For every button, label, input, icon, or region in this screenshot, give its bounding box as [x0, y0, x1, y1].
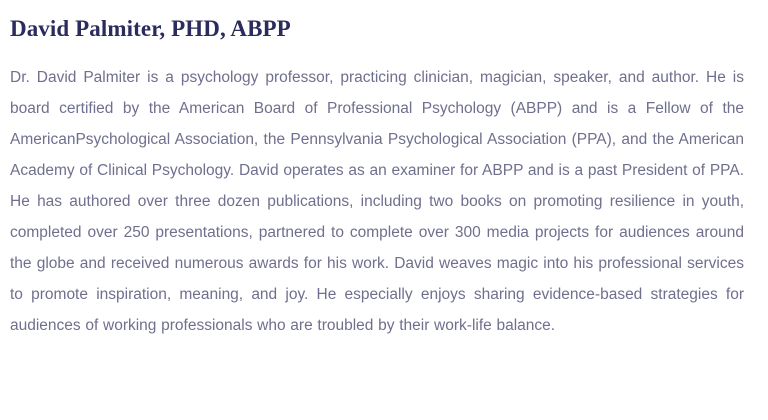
page-title: David Palmiter, PHD, ABPP: [10, 16, 291, 41]
biography-paragraph: Dr. David Palmiter is a psychology professor, practicing clinician, magician, speaker, and author. He is board certified by the American Board of Professional Psychology (ABPP) and is a Fellow of the AmericanPsychological Association, the Pennsylvania Psychological Association (PPA), and the American Academy of Clinical Psychology. David operates as an examiner for ABPP and is a past President of PPA. He has authored over three dozen publications, including two books on promoting resilience in youth, completed over 250 presentations, partnered to complete over 300 media projects for audiences around the globe and received numerous awards for his work. David weaves magic into his professional services to promote inspiration, meaning, and joy. He especially enjoys sharing evidence-based strategies for audiences of working professionals who are troubled by their work-life balance.: [10, 69, 744, 334]
